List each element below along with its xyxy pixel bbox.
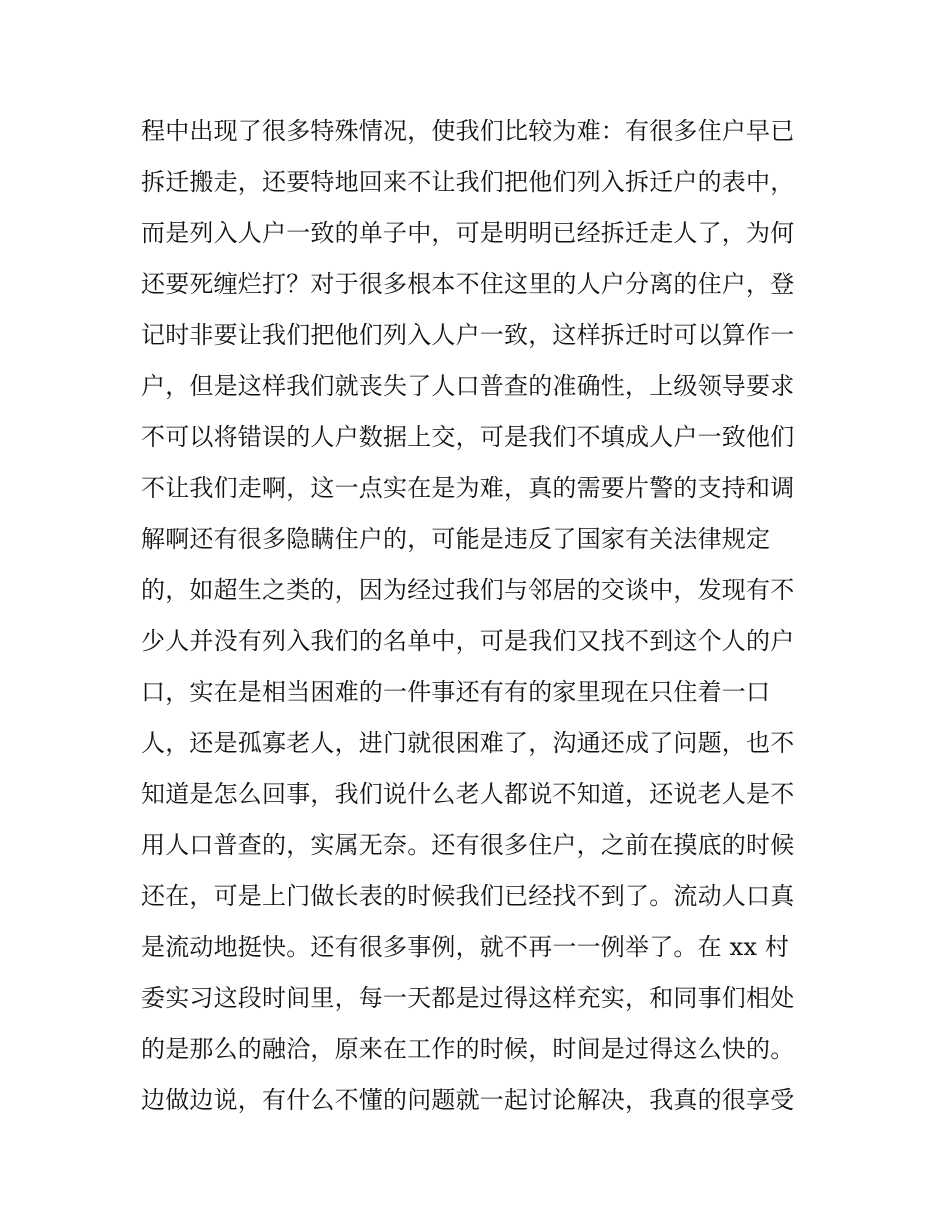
text-line: 不可以将错误的人户数据上交，可是我们不填成人户一致他们 — [141, 423, 795, 451]
text-line: 还在，可是上门做长表的时候我们已经找不到了。流动人口真 — [141, 882, 795, 910]
text-line: 用人口普查的，实属无奈。还有很多住户，之前在摸底的时候 — [141, 831, 795, 859]
text-line: 的，如超生之类的，因为经过我们与邻居的交谈中，发现有不 — [141, 576, 795, 604]
text-line: 解啊还有很多隐瞒住户的，可能是违反了国家有关法律规定 — [141, 525, 771, 553]
text-line: 少人并没有列入我们的名单中，可是我们又找不到这个人的户 — [141, 627, 795, 655]
text-line: 口，实在是相当困难的一件事还有有的家里现在只住着一口 — [141, 678, 771, 706]
text-line: 还要死缠烂打？对于很多根本不住这里的人户分离的住户，登 — [141, 270, 795, 298]
text-line: 不让我们走啊，这一点实在是为难，真的需要片警的支持和调 — [141, 474, 795, 502]
text-line: 拆迁搬走，还要特地回来不让我们把他们列入拆迁户的表中， — [141, 168, 795, 196]
text-line: 而是列入人户一致的单子中，可是明明已经拆迁走人了，为何 — [141, 219, 795, 247]
text-line: 户，但是这样我们就丧失了人口普查的准确性，上级领导要求 — [141, 372, 795, 400]
body-text — [141, 106, 821, 1126]
text-line: 知道是怎么回事，我们说什么老人都说不知道，还说老人是不 — [141, 780, 795, 808]
text-line: 委实习这段时间里，每一天都是过得这样充实，和同事们相处 — [141, 984, 795, 1012]
text-line: 人，还是孤寡老人，进门就很困难了，沟通还成了问题，也不 — [141, 729, 795, 757]
text-line: 边做边说，有什么不懂的问题就一起讨论解决，我真的很享受 — [141, 1086, 795, 1114]
text-line: 的是那么的融洽，原来在工作的时候，时间是过得这么快的。 — [141, 1035, 795, 1063]
text-line: 程中出现了很多特殊情况，使我们比较为难：有很多住户早已 — [141, 117, 795, 145]
text-line: 记时非要让我们把他们列入人户一致，这样拆迁时可以算作一 — [141, 321, 795, 349]
text-line: 是流动地挺快。还有很多事例，就不再一一例举了。在 xx 村 — [141, 933, 790, 961]
